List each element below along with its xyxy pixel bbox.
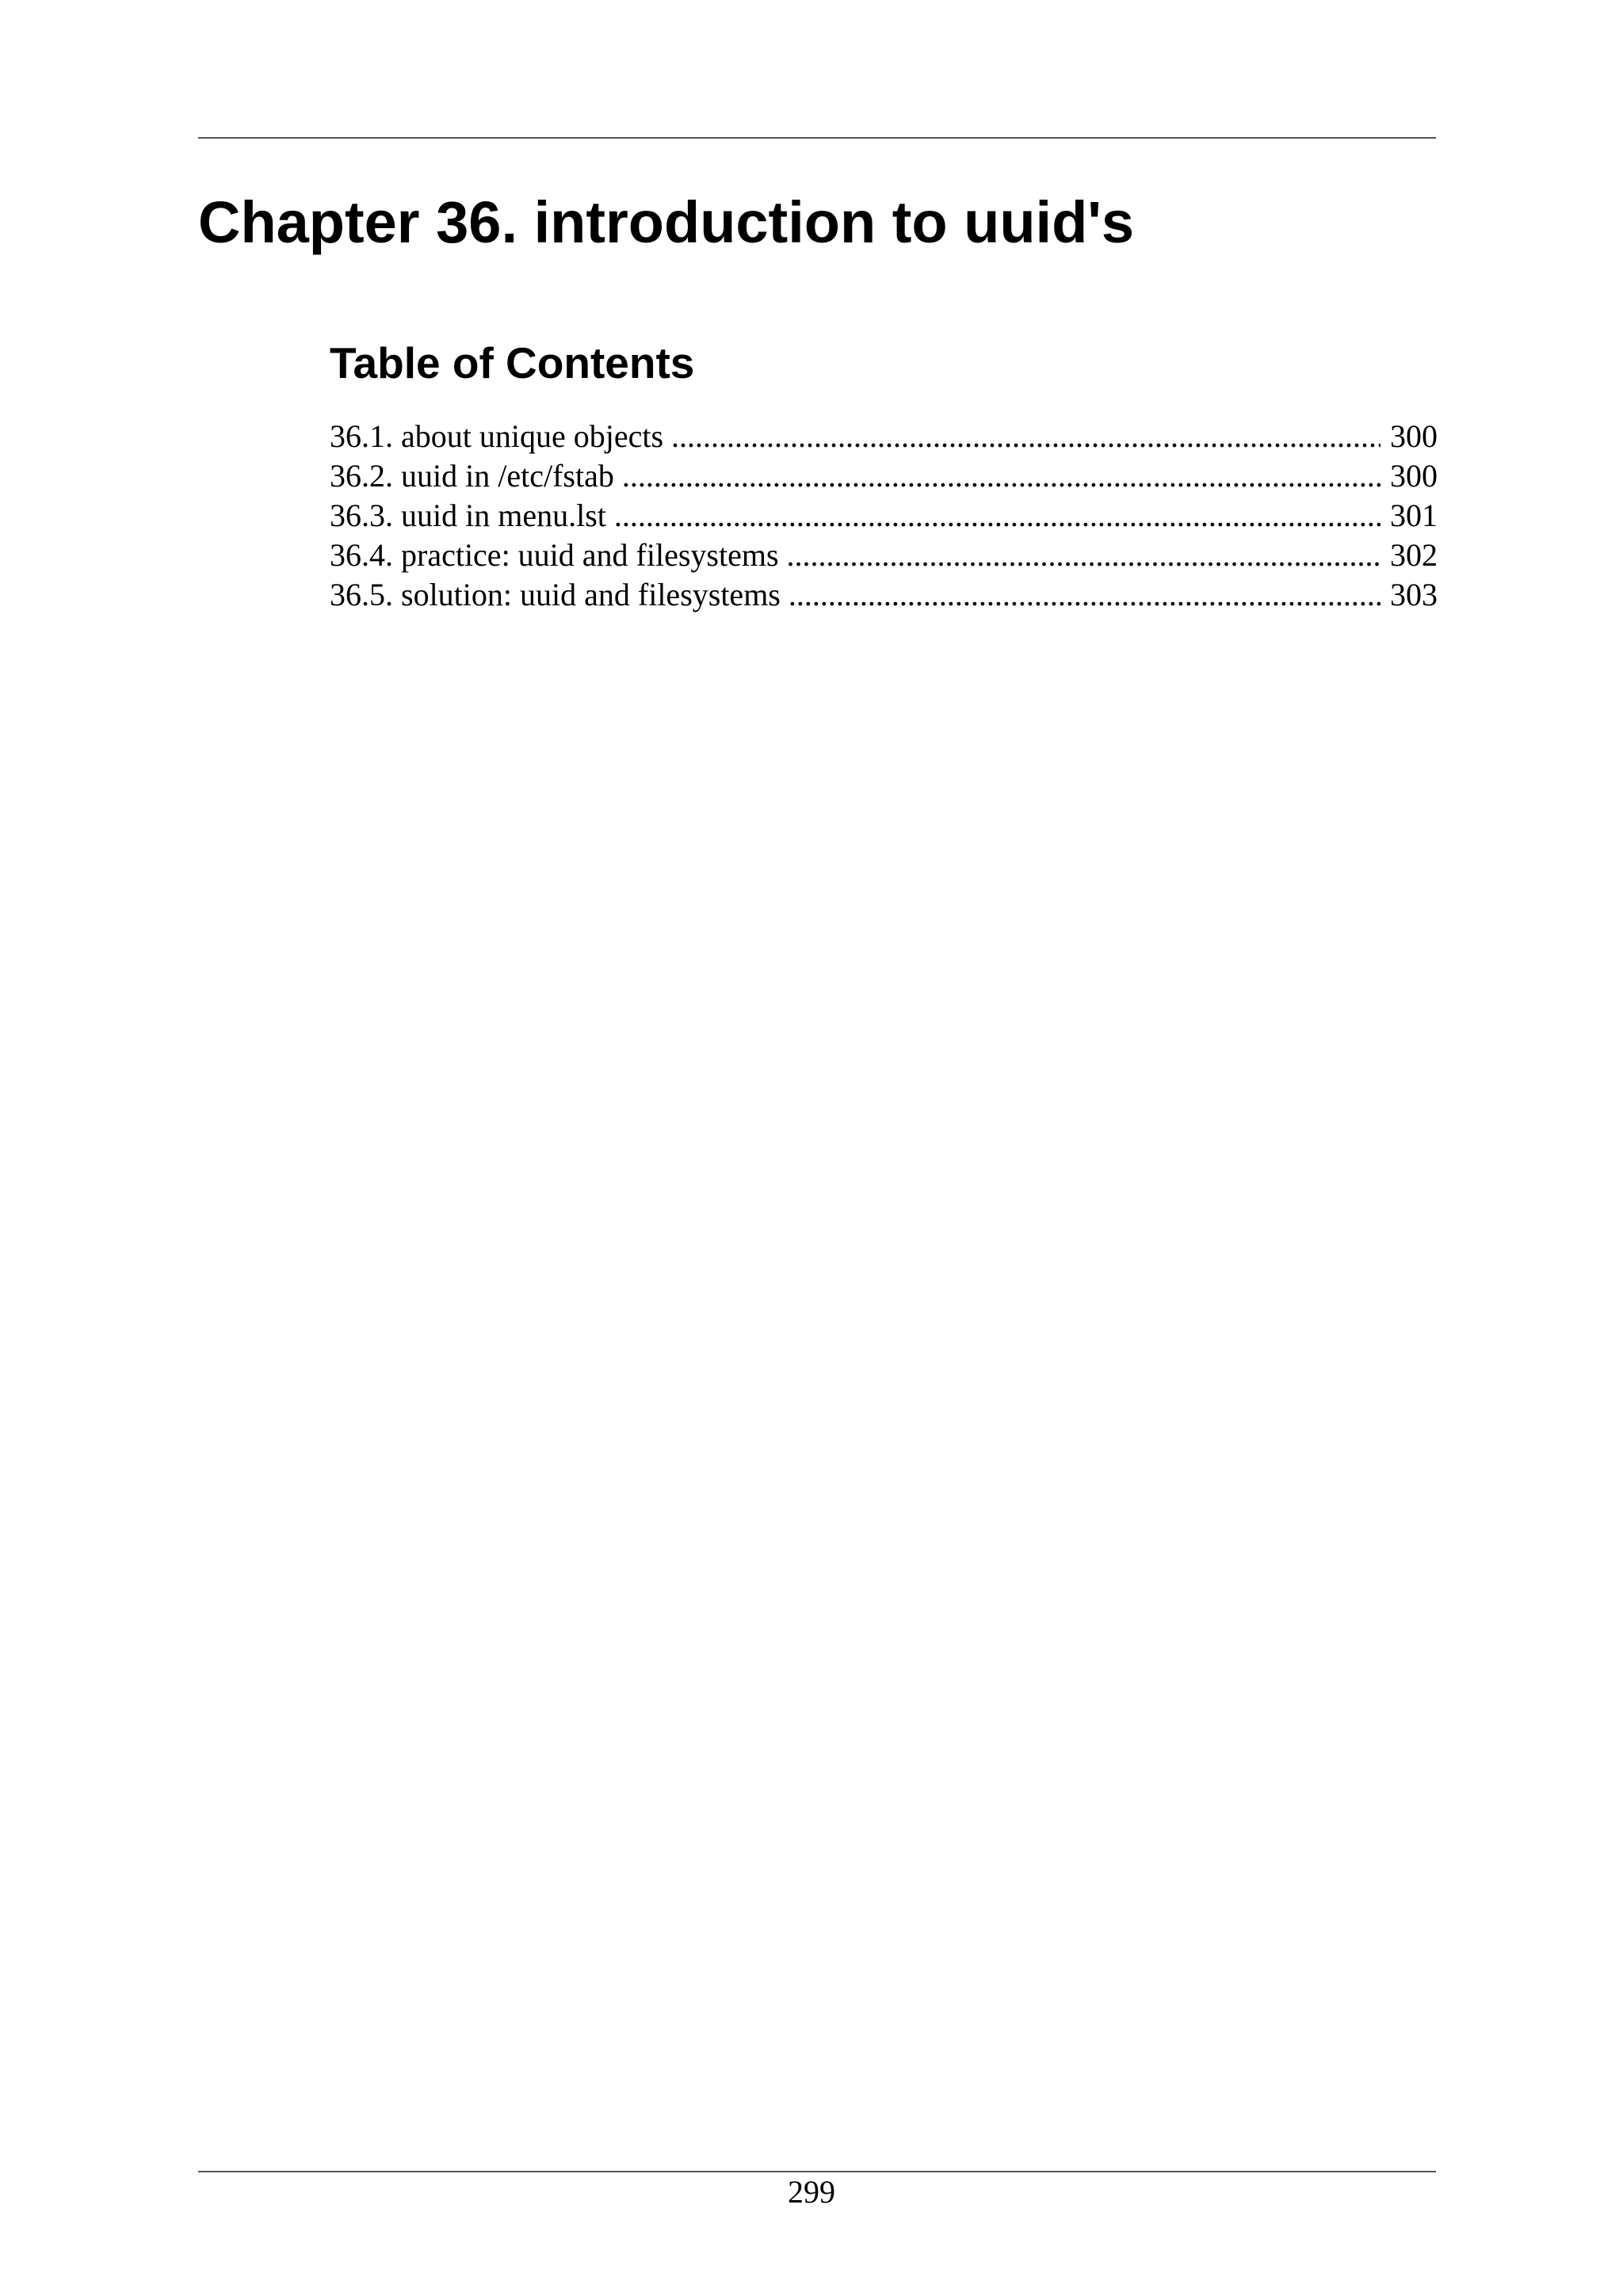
- toc-entry-label: practice: uuid and filesystems: [401, 537, 779, 573]
- toc-heading: Table of Contents: [330, 338, 695, 387]
- toc-entry-page: 302: [1390, 537, 1438, 573]
- toc-leader-dots: [622, 456, 1381, 496]
- toc-entry-label: about unique objects: [401, 418, 664, 454]
- toc-leader-dots: [787, 536, 1381, 575]
- toc-entry-number: 36.5.: [330, 577, 393, 612]
- toc-leader-dots: [614, 496, 1381, 536]
- toc-entry-page: 301: [1390, 498, 1438, 533]
- toc-entry[interactable]: [330, 536, 1438, 575]
- toc-entry-link[interactable]: [330, 575, 781, 615]
- toc-entry-label: solution: uuid and filesystems: [401, 577, 781, 612]
- toc-entry[interactable]: [330, 575, 1438, 615]
- toc-leader-dots: [789, 575, 1381, 615]
- toc-entry-label: uuid in menu.lst: [401, 498, 606, 533]
- toc-entry-number: 36.3.: [330, 498, 393, 533]
- toc-entry-link[interactable]: [330, 496, 606, 536]
- toc-entry-link[interactable]: [330, 456, 614, 496]
- toc-entry-link[interactable]: [330, 536, 779, 575]
- header-rule: [198, 137, 1436, 139]
- toc-entry-number: 36.1.: [330, 418, 393, 454]
- toc-entry-page: 303: [1390, 577, 1438, 612]
- toc-entry-label: uuid in /etc/fstab: [401, 458, 614, 494]
- toc-entry-number: 36.2.: [330, 458, 393, 494]
- toc-entry-page: 300: [1390, 418, 1438, 454]
- toc-entry[interactable]: [330, 456, 1438, 496]
- page-number: 299: [788, 2174, 835, 2210]
- toc-leader-dots: [671, 417, 1381, 456]
- toc-list: [330, 417, 1438, 615]
- toc-entry-number: 36.4.: [330, 537, 393, 573]
- toc-entry-page: 300: [1390, 458, 1438, 494]
- toc-entry[interactable]: [330, 496, 1438, 536]
- chapter-title: Chapter 36. introduction to uuid's: [198, 189, 1135, 255]
- toc-entry[interactable]: [330, 417, 1438, 456]
- toc-entry-link[interactable]: [330, 417, 663, 456]
